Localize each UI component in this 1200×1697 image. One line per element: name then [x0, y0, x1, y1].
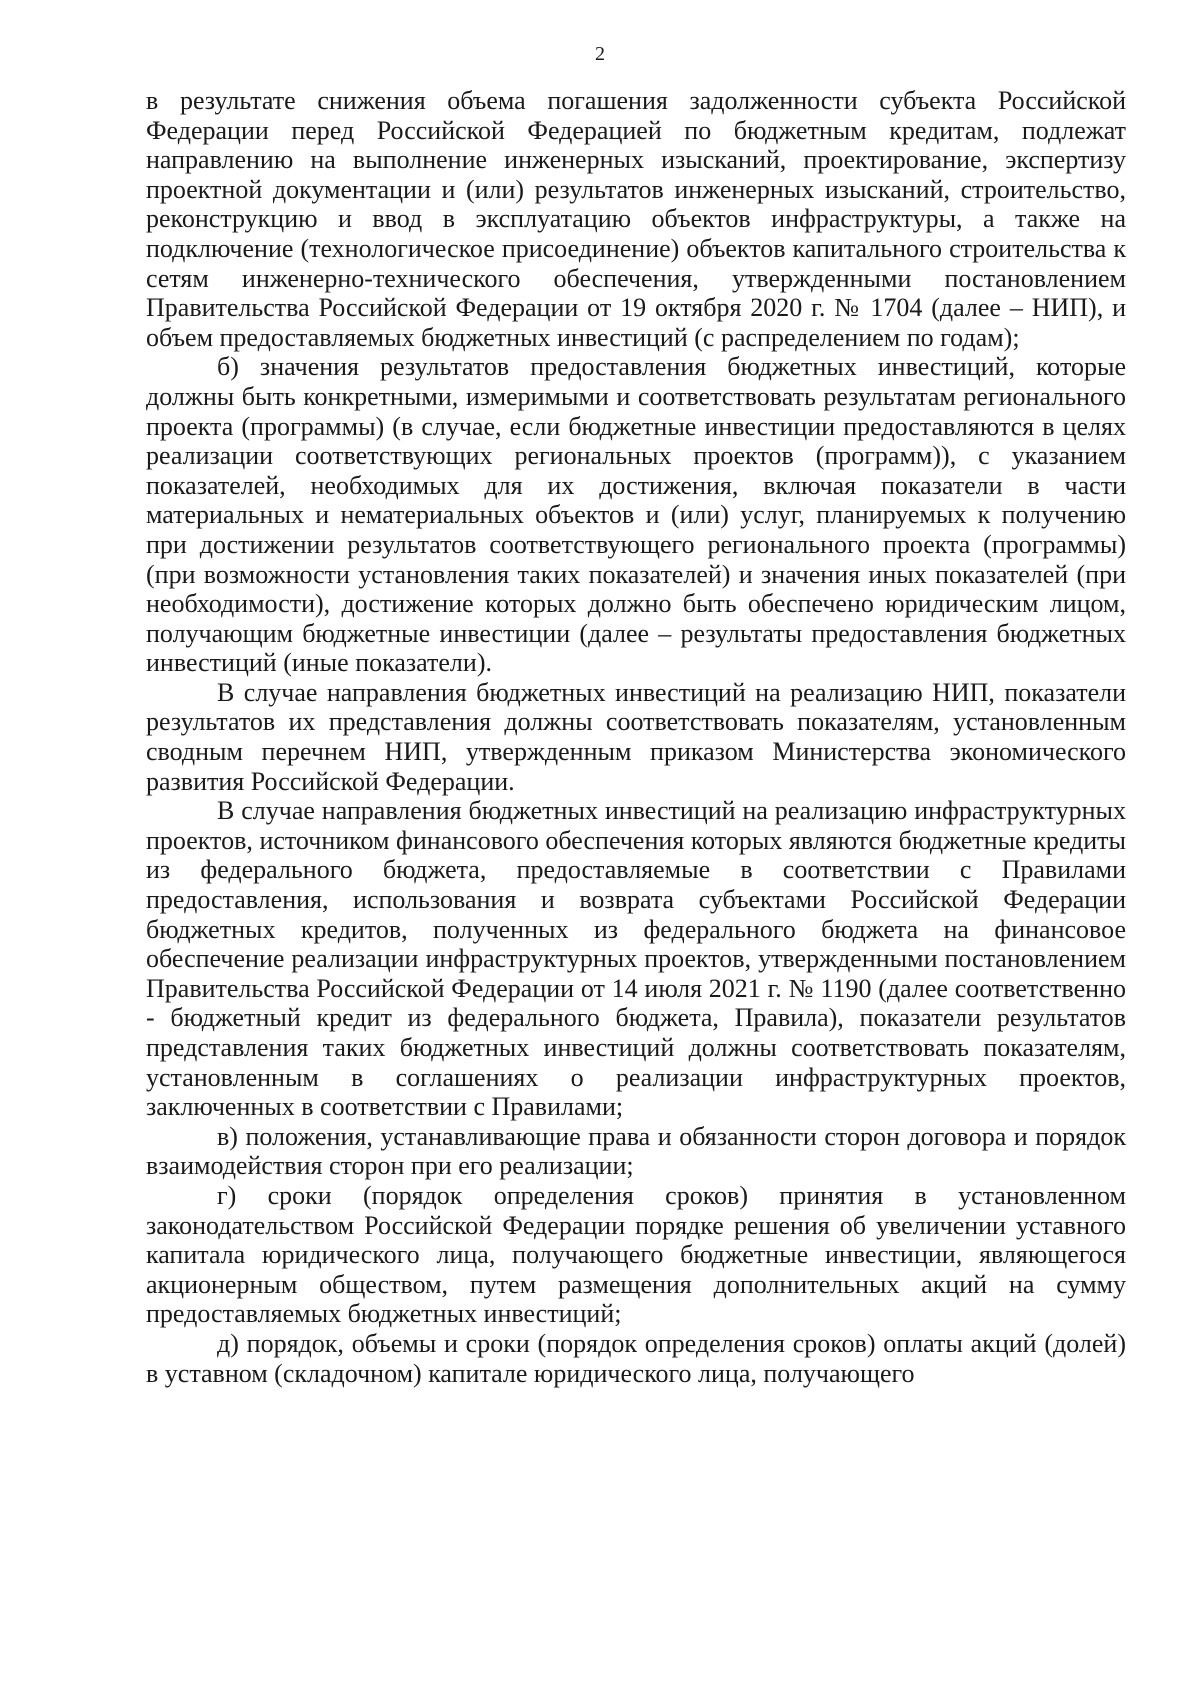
- paragraph-item-b: б) значения результатов предоставления бюджетных инвестиций, которые должны быть конкретными, измеримыми и соответствовать результатам регионального проекта (программы) (в случае, если бюджетные инвестиции предоставляются в целях реализации соответствующих региональных проектов (программ)), с указанием показателей, необходимых для их достижения, включая показатели в части материальных и нематериальных объектов и (или) услуг, планируемых к получению при достижении результатов соответствующего регионального проекта (программы) (при возможности установления таких показателей) и значения иных показателей (при необходимости), достижение которых должно быть обеспечено юридическим лицом, получающим бюджетные инвестиции (далее – результаты предоставления бюджетных инвестиций (иные показатели).: [146, 352, 1126, 678]
- paragraph-item-v: в) положения, устанавливающие права и обязанности сторон договора и порядок взаимодействия сторон при его реализации;: [146, 1121, 1126, 1181]
- paragraph-infrastructure-case: В случае направления бюджетных инвестиций на реализацию инфраструктурных проектов, источником финансового обеспечения которых являются бюджетные кредиты из федерального бюджета, предоставляемые в соответствии с Правилами предоставления, использования и возврата субъектами Российской Федерации бюджетных кредитов, полученных из федерального бюджета на финансовое обеспечение реализации инфраструктурных проектов, утвержденными постановлением Правительства Российской Федерации от 14 июля 2021 г. № 1190 (далее соответственно - бюджетный кредит из федерального бюджета, Правила), показатели результатов представления таких бюджетных инвестиций должны соответствовать показателям, установленным в соглашениях о реализации инфраструктурных проектов, заключенных в соответствии с Правилами;: [146, 796, 1126, 1122]
- document-body: [146, 86, 1126, 1388]
- paragraph-nip-case: В случае направления бюджетных инвестиций на реализацию НИП, показатели результатов их представления должны соответствовать показателям, установленным сводным перечнем НИП, утвержденным приказом Министерства экономического развития Российской Федерации.: [146, 677, 1126, 796]
- paragraph-continuation: в результате снижения объема погашения задолженности субъекта Российской Федерации перед Российской Федерацией по бюджетным кредитам, подлежат направлению на выполнение инженерных изысканий, проектирование, экспертизу проектной документации и (или) результатов инженерных изысканий, строительство, реконструкцию и ввод в эксплуатацию объектов инфраструктуры, а также на подключение (технологическое присоединение) объектов капитального строительства к сетям инженерно-технического обеспечения, утвержденными постановлением Правительства Российской Федерации от 19 октября 2020 г. № 1704 (далее – НИП), и объем предоставляемых бюджетных инвестиций (с распределением по годам);: [146, 86, 1126, 352]
- paragraph-item-g: г) сроки (порядок определения сроков) принятия в установленном законодательством Российской Федерации порядке решения об увеличении уставного капитала юридического лица, получающего бюджетные инвестиции, являющегося акционерным обществом, путем размещения дополнительных акций на сумму предоставляемых бюджетных инвестиций;: [146, 1180, 1126, 1329]
- page-number: 2: [595, 43, 605, 65]
- paragraph-item-d: д) порядок, объемы и сроки (порядок определения сроков) оплаты акций (долей) в уставном (складочном) капитале юридического лица, получающего: [146, 1328, 1126, 1388]
